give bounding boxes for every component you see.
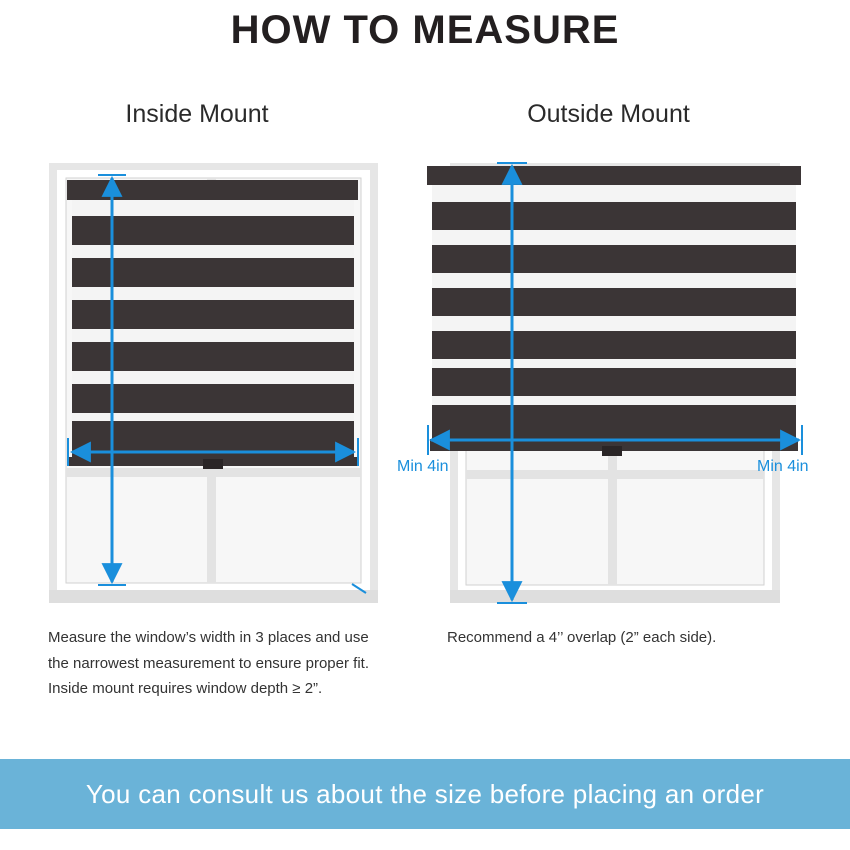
consult-banner [0, 759, 850, 829]
outside-mount-heading: Outside Mount [527, 100, 690, 128]
outside-mount-note: Recommend a 4’’ overlap (2” each side). [447, 629, 717, 646]
outside-mount-blind [427, 166, 801, 456]
min-overlap-right-label: Min 4in [757, 458, 809, 475]
inside-mount-note: Measure the window’s width in 3 places and use the narrowest measurement to ensure proper fit. Inside mount requires window depth ≥ 2”. [48, 629, 369, 697]
page-title: HOW TO MEASURE [230, 8, 620, 52]
inside-mount-heading: Inside Mount [125, 100, 269, 128]
consult-banner-text: You can consult us about the size before placing an order [85, 779, 765, 809]
min-overlap-left-label: Min 4in [397, 458, 449, 475]
